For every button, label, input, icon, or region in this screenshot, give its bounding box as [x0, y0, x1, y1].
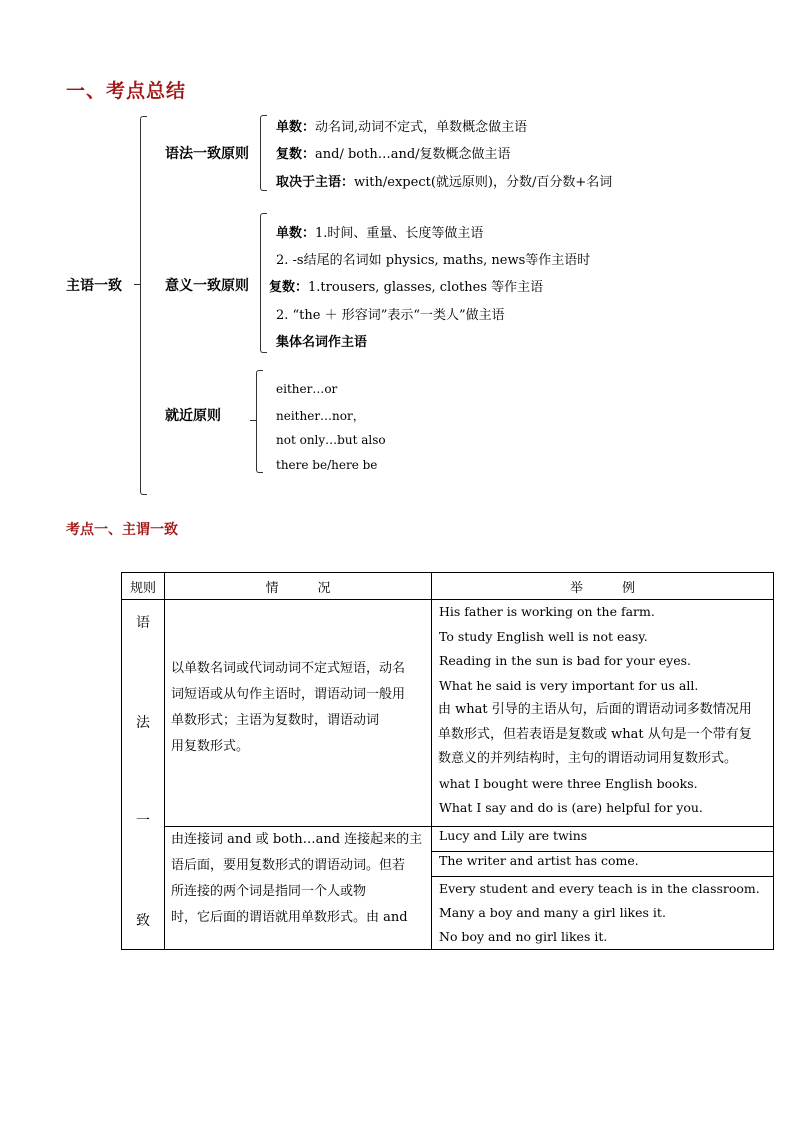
example-line: What he said is very important for us all.: [439, 677, 699, 693]
table-header-row: [122, 573, 774, 600]
example-cell-1: [432, 600, 774, 827]
example-line: what I bought were three English books.: [439, 775, 698, 791]
example-line: 由 what 引导的主语从句，后面的谓语动词多数情况用: [438, 702, 752, 717]
meaning-item-5: 集体名词作主语: [276, 335, 368, 350]
example-line: To study English well is not easy.: [439, 628, 648, 644]
example-line: No boy and no girl likes it.: [439, 929, 608, 944]
header-situation: 情 况: [165, 573, 432, 600]
meaning-item-1: 单数：1.时间、重量、长度等做主语: [276, 226, 484, 241]
example-line: Every student and every teach is in the classroom.: [439, 881, 760, 896]
situation1-line: 以单数名词或代词动词不定式短语，动名: [171, 661, 406, 676]
meaning-item-3: 复数：1.trousers, glasses, clothes 等作主语: [269, 280, 544, 295]
header-rule: 规则: [122, 573, 165, 600]
branch-grammar-label: 语法一致原则: [165, 146, 249, 162]
example-cell-2a: [432, 827, 774, 852]
situation-cell-1: [165, 600, 432, 827]
section-title: 考点一、主谓一致: [66, 522, 178, 538]
grammar-item-1: 单数：动名词,动词不定式，单数概念做主语: [276, 120, 528, 135]
example-line: Reading in the sun is bad for your eyes.: [439, 653, 691, 668]
branch-meaning-brace: [260, 213, 267, 353]
proximity-item-3: not only…but also: [276, 433, 386, 447]
situation2-line: 时，它后面的谓语就用单数形式。由 and: [171, 910, 408, 925]
example-line: 数意义的并列结构时，主句的谓语动词用复数形式。: [438, 751, 738, 766]
rule-char-4: 致: [136, 913, 150, 929]
situation2-line: 由连接词 and 或 both…and 连接起来的主: [171, 832, 423, 847]
page-title: 一、考点总结: [66, 80, 187, 102]
table-row: [122, 827, 774, 852]
situation2-line: 所连接的两个词是指同一个人或物: [171, 884, 367, 899]
proximity-item-4: there be/here be: [276, 458, 378, 472]
root-brace: [140, 116, 147, 495]
meaning-item-4: 2. “the ＋ 形容词”表示“一类人”做主语: [276, 308, 505, 323]
proximity-brace-tick: [250, 420, 256, 421]
grammar-item-2: 复数：and/ both…and/复数概念做主语: [276, 147, 511, 162]
example-cell-2c: [432, 877, 774, 950]
rule-char-2: 法: [136, 715, 150, 731]
branch-grammar-brace: [260, 115, 267, 191]
root-brace-tick: [134, 284, 140, 285]
table-row: [122, 600, 774, 827]
meaning-item-2: 2. -s结尾的名词如 physics, maths, news等作主语时: [276, 253, 591, 268]
situation-cell-2: [165, 827, 432, 950]
proximity-item-2: neither…nor，: [276, 409, 365, 423]
branch-proximity-brace: [256, 370, 263, 473]
rule-char-1: 语: [136, 615, 150, 631]
situation1-line: 用复数形式。: [171, 739, 250, 754]
example-cell-2b: [432, 852, 774, 877]
proximity-item-1: either…or: [276, 382, 338, 396]
example-line: Many a boy and many a girl likes it.: [439, 905, 666, 920]
situation1-line: 单数形式；主语为复数时，谓语动词: [171, 713, 380, 728]
example-line: The writer and artist has come.: [439, 853, 639, 868]
rule-char-3: 一: [136, 813, 150, 829]
mindmap-root: 主语一致: [66, 278, 122, 294]
branch-meaning-label: 意义一致原则: [165, 278, 249, 294]
header-example: 举 例: [432, 573, 774, 600]
situation1-line: 词短语或从句作主语时，谓语动词一般用: [171, 687, 406, 702]
rule-cell: [122, 600, 165, 950]
example-line: What I say and do is (are) helpful for you.: [439, 800, 703, 815]
grammar-item-3: 取决于主语：with/expect(就远原则)，分数/百分数+名词: [276, 175, 613, 190]
example-line: Lucy and Lily are twins: [439, 828, 588, 843]
branch-proximity-label: 就近原则: [165, 408, 221, 424]
situation2-line: 语后面，要用复数形式的谓语动词。但若: [171, 858, 406, 873]
example-line: 单数形式，但若表语是复数或 what 从句是一个带有复: [438, 726, 752, 742]
example-line: His father is working on the farm.: [439, 604, 655, 619]
rules-table: [121, 572, 774, 950]
